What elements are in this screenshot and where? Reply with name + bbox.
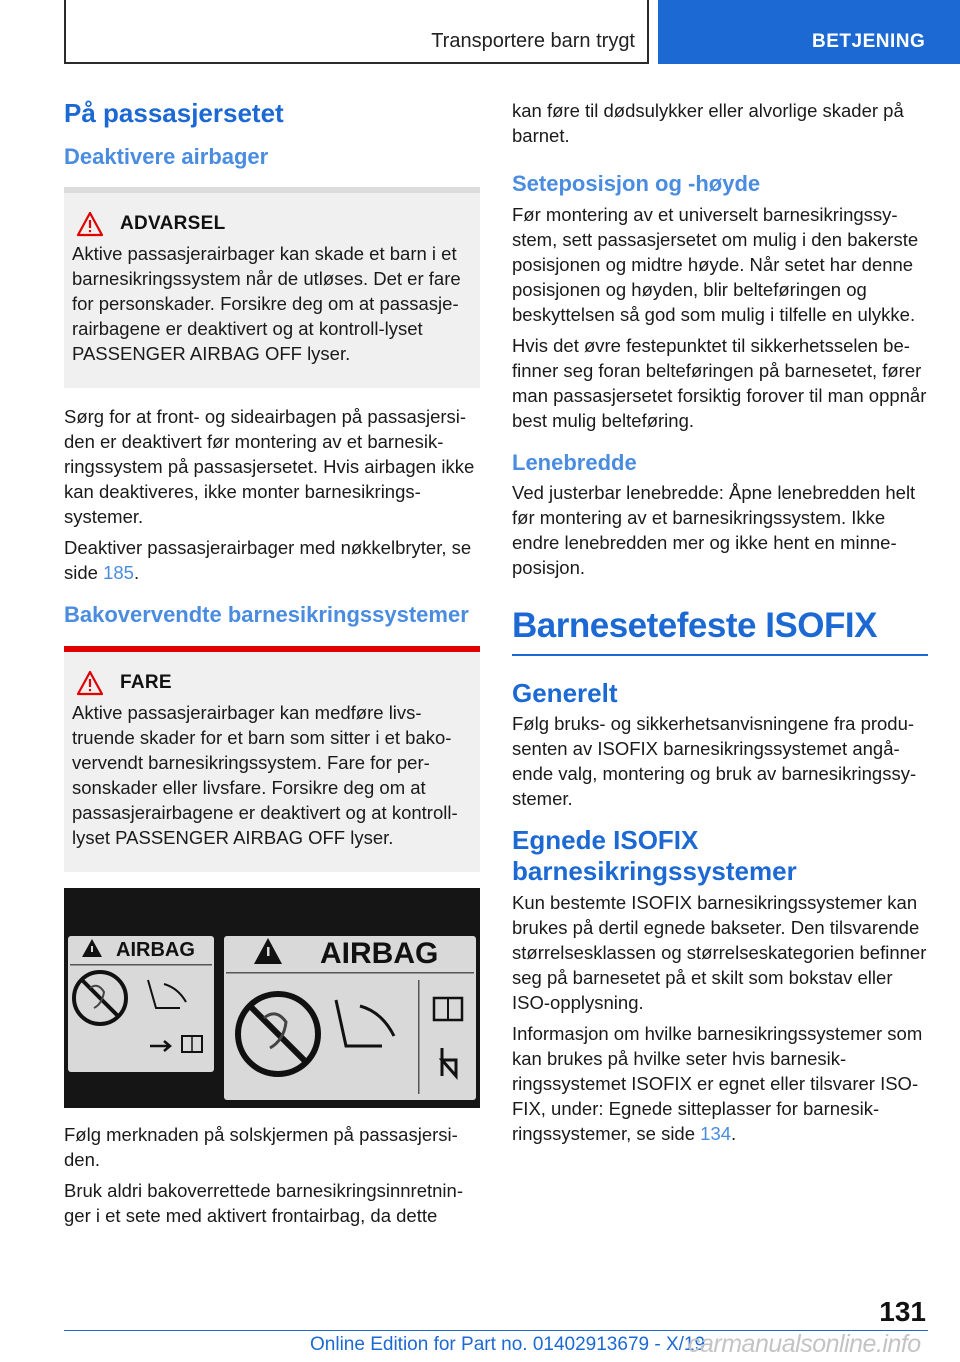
footer-edition: Online Edition for Part no. 01402913679 - X/19 bbox=[310, 1334, 706, 1355]
heading-deaktivere-airbager: Deaktivere airbager bbox=[64, 144, 269, 170]
heading-egnede-isofix: Egnede ISOFIX barnesikringssystemer bbox=[512, 825, 797, 887]
heading-seteposisjon: Seteposisjon og -høyde bbox=[512, 171, 761, 196]
paragraph-seteposisjon-1: Før montering av et universelt barnesikringssystem, sett passasjersetet om mulig i den bakerste posisjonen og midtre høyde. Når setet har denne posisjonen og høyden, blir belteføringen og beskyttelsen så god som mulig i tilfelle en ulykke. bbox=[512, 203, 919, 325]
paragraph-continuation: kan føre til dødsulykker eller alvorlige skader på barnet. bbox=[512, 100, 904, 146]
airbag-label-small: AIRBAG bbox=[116, 939, 195, 962]
header-chapter-box bbox=[64, 0, 649, 64]
header-section-tab[interactable] bbox=[658, 0, 960, 64]
header-chapter-title: Transportere barn trygt bbox=[431, 30, 635, 52]
page-link-185[interactable]: 185 bbox=[103, 561, 134, 583]
right-column bbox=[512, 98, 928, 1152]
heading-bakovervendte: Bakovervendte barnesikringssystemer bbox=[64, 601, 469, 627]
page-number: 131 bbox=[879, 1296, 926, 1327]
heading-lenebredde: Lenebredde bbox=[512, 449, 637, 475]
warning-label: ADVARSEL bbox=[120, 212, 226, 234]
airbag-label-large: AIRBAG bbox=[320, 937, 439, 971]
airbag-label-photo bbox=[64, 888, 480, 1108]
footer-watermark: carmanualsonline.info bbox=[688, 1330, 921, 1358]
paragraph-generelt: Følg bruks- og sikkerhetsanvisningene fra produsenten av ISOFIX barnesikringssystemet angående valg, montering og bruk av barnesikringssystemer. bbox=[512, 713, 917, 810]
paragraph-solskjerm: Følg merknaden på solskjermen på passasjersiden. bbox=[64, 1124, 458, 1171]
warning-box bbox=[64, 187, 480, 388]
heading-pa-passasjersetet: På passasjersetet bbox=[64, 98, 284, 128]
danger-label: FARE bbox=[120, 672, 172, 694]
page-link-134[interactable]: 134 bbox=[700, 1122, 732, 1144]
heading-barnesetefeste-isofix: Barnesetefeste ISOFIX bbox=[512, 606, 928, 656]
paragraph-deaktiver-nokkelbryter: Deaktiver passasjerairbager med nøkkelbryter, se side 185. bbox=[64, 536, 472, 583]
paragraph-seteposisjon-2: Hvis det øvre festepunktet til sikkerhetsselen befinner seg foran belteføringen på barnesetet, fører man passasjersetet forsiktig forover til man oppnår best mulig belteføring. bbox=[512, 334, 927, 431]
warning-triangle-icon bbox=[76, 211, 104, 237]
header-section-label: BETJENING bbox=[812, 31, 926, 52]
paragraph-egnede-1: Kun bestemte ISOFIX barnesikringssystemer kan brukes på dertil egnede bakseter. Den tilsvarende størrelsesklassen og størrelseskategorien befinner seg på barnesetet på et skilt som bokstav eller ISO-opplysning. bbox=[512, 891, 927, 1013]
paragraph-front-side-airbag: Sørg for at front- og sideairbagen på passasjersiden er deaktivert før montering av et barnesikringssystem på passasjersetet. Hvis airbagen ikke kan deaktiveres, ikke monter barnesikringssystemer. bbox=[64, 405, 475, 527]
left-column bbox=[64, 98, 480, 1234]
danger-box bbox=[64, 646, 480, 872]
danger-text: Aktive passasjerairbager kan medføre livstruende skader for et barn som sitter i et bakovervendt barnesikringssystem. Fare for personskader eller livsfare. Forsikre deg om at passasjerairbagene er deaktivert og at kontrolllyset PASSENGER AIRBAG OFF lyser. bbox=[72, 702, 458, 849]
heading-generelt: Generelt bbox=[512, 678, 618, 708]
paragraph-lenebredde: Ved justerbar lenebredde: Åpne lenebredden helt før montering av et barnesikringssystem. Ikke endre lenebredden mer og ikke hent en minne-posisjon. bbox=[512, 482, 916, 578]
paragraph-egnede-2: Informasjon om hvilke barnesikringssystemer som kan brukes på hvilke seter hvis barnesikringssystemet ISOFIX er egnet eller tilsvarer ISOFIX, under: Egnede sitteplasser for barnesikringssystemer, se side 134. bbox=[512, 1022, 923, 1144]
warning-text: Aktive passasjerairbager kan skade et barn i et barnesikringssystem når de utløses. Det er fare for personskader. Forsikre deg om at passasjerairbagene er deaktivert og at kontroll-lyset PASSENGER AIRBAG OFF lyser. bbox=[72, 242, 461, 364]
warning-triangle-icon bbox=[76, 670, 104, 696]
paragraph-bruk-aldri: Bruk aldri bakoverrettede barnesikringsinnretninger i et sete med aktivert frontairbag, da dette bbox=[64, 1180, 463, 1227]
